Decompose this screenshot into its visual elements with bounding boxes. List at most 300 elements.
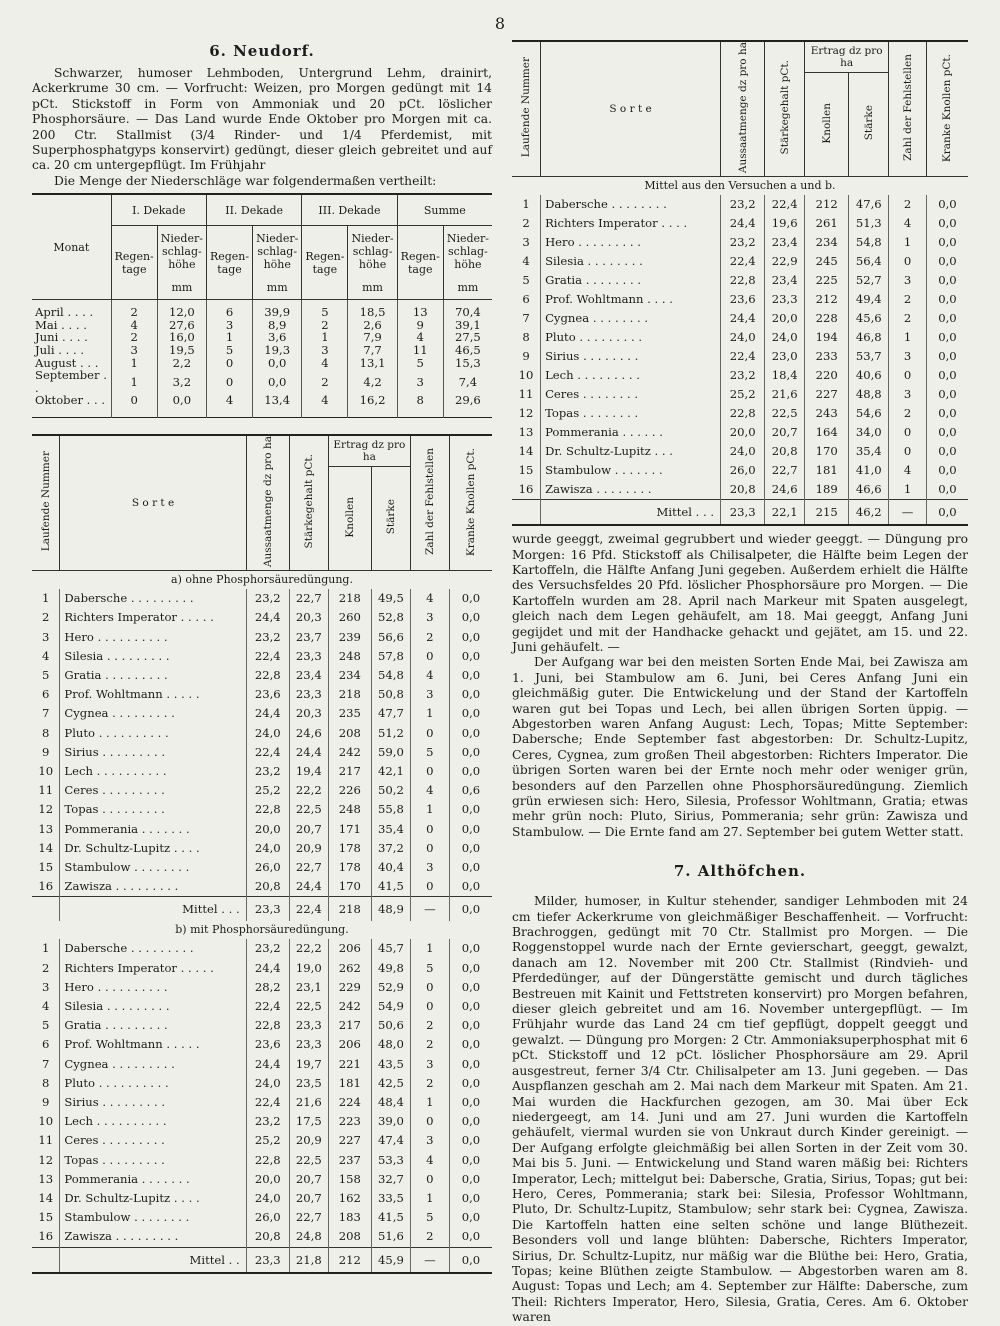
value-cell: 233 <box>805 347 849 366</box>
staerkegehalt-header: Stärkegehalt pCt. <box>765 41 805 177</box>
value-cell: 2 <box>889 290 927 309</box>
table-row <box>32 589 492 608</box>
value-cell: 48,8 <box>849 385 889 404</box>
precip-cell: 0,0 <box>253 357 302 370</box>
row-number: 15 <box>38 859 54 874</box>
precip-cell: 3 <box>397 369 443 394</box>
mean-value: 23,3 <box>721 500 765 526</box>
value-cell: 22,4 <box>721 347 765 366</box>
precip-cell: 12,0 <box>157 300 206 319</box>
value-cell: 0,0 <box>926 271 968 290</box>
value-cell: 43,5 <box>371 1055 410 1074</box>
value-cell: 20,8 <box>765 442 805 461</box>
value-cell: 22,8 <box>721 271 765 290</box>
rain-days-header: Regen-tage <box>206 226 252 300</box>
table-row <box>32 666 492 685</box>
value-cell: 22,4 <box>246 743 289 762</box>
value-cell: 2 <box>410 1016 449 1035</box>
variety-name: Zawisza . . . . . . . . <box>541 480 721 500</box>
table-row <box>512 290 968 309</box>
value-cell: 39,0 <box>371 1112 410 1131</box>
value-cell: 178 <box>328 858 371 877</box>
value-cell: 0 <box>410 762 449 781</box>
paragraph-althoefchen: Milder, humoser, in Kultur stehender, sandiger Lehmboden mit 24 cm tiefer Ackerkrume von gleichmäßiger Beschaffenheit. — Vorfrucht: Brachroggen, gedüngt mit 70 Ctr. Stallmist pro Morgen. — Die Roggenstoppel wurde nach der Ernte gevierschart, geeggt, gewalzt, danach am 12. November mit 200 Ctr. Stallmist (Rindvieh- und Pferdedünger, auf der Düngerstätte gemischt und durch tägliches Bestreuen mit Kainit und Fettstreten konservirt) pro Morgen befahren, dieser gleich gebreitet und am 16. November untergepflügt. — Im Frühjahr wurde das Land 24 cm tief gepflügt, doppelt geeggt und gewalzt. — Düngung pro Morgen: 2 Ctr. Ammoniaksuperphosphat mit 6 pCt. Stickstoff und 12 pCt. löslicher Phosphorsäure am 29. April ausgestreut, ferner 3/4 Ctr. Chilisalpeter am 13. Juni gegeben. — Das Auspflanzen geschah am 2. Mai nach dem Markeur mit Spaten. Am 21. Mai wurden die Hackfurchen gezogen, am 30. Mai über Eck niedergeegt, am 14. Juni und am 27. Juni wurden die Kartoffeln gehäufelt, viermal wurden sie von Unkraut durch Kinder gereinigt. — Der Aufgang erfolgte gleichmäßig bei allen Sorten in der Zeit vom 30. Mai bis 5. Juni. — Entwickelung und Stand waren mäßig bei: Richters Imperator, Lech; mittelgut bei: Dabersche, Gratia, Sirius, Topas; gut bei: Hero, Ceres, Pommerania; stark bei: Silesia, Professor Wohltmann, Pluto, Dr. Schultz-Lupitz, Stambulow; sehr stark bei: Cygnea, Zawisza. Die Kartoffeln hatten eine selten schöne und lange Blüthezeit. Besonders voll und lange blühten: Dabersche, Richters Imperator, Sirius, Dr. Schultz-Lupitz, nur mäßig war die Blüthe bei: Hero, Gratia, Topas; keine Blüthen zeigte Stambulow. — Abgestorben waren am 8. August: Topas und Lech; am 4. September zur Hälfte: Dabersche, zum Theil: Richters Imperator, Hero, Silesia, Gratia, Ceres. Am 6. Oktober waren <box>512 894 968 1325</box>
precip-cell: 2 <box>302 319 348 332</box>
table-row <box>32 1170 492 1189</box>
value-cell: 0,0 <box>449 959 492 978</box>
value-cell: 0,0 <box>449 1016 492 1035</box>
value-cell: 22,2 <box>289 781 328 800</box>
variety-name: Zawisza . . . . . . . . . <box>60 877 246 897</box>
value-cell: 0,0 <box>449 1093 492 1112</box>
month-cell: Oktober . . . <box>35 393 106 408</box>
value-cell: 20,0 <box>246 1170 289 1189</box>
value-cell: 20,7 <box>289 1170 328 1189</box>
value-cell: 234 <box>328 666 371 685</box>
variety-name: Dr. Schultz-Lupitz . . . <box>541 442 721 461</box>
value-cell: 227 <box>328 1131 371 1150</box>
row-number: 7 <box>522 311 530 326</box>
mean-value: — <box>410 1247 449 1273</box>
aussaat-header: Aussaatmenge dz pro ha <box>246 435 289 571</box>
value-cell: 239 <box>328 628 371 647</box>
precip-cell: 9 <box>397 319 443 332</box>
value-cell: 23,3 <box>289 685 328 704</box>
group-header: I. Dekade <box>111 194 206 226</box>
value-cell: 20,8 <box>246 877 289 897</box>
value-cell: 164 <box>805 423 849 442</box>
value-cell: 0 <box>410 647 449 666</box>
mean-value: 0,0 <box>449 897 492 922</box>
nr-header: Laufende Nummer <box>512 41 541 177</box>
value-cell: 178 <box>328 839 371 858</box>
value-cell: 33,5 <box>371 1189 410 1208</box>
value-cell: 248 <box>328 647 371 666</box>
mean-row <box>32 1247 492 1273</box>
variety-name: Dabersche . . . . . . . . . <box>60 939 246 958</box>
value-cell: 3 <box>889 385 927 404</box>
value-cell: 3 <box>889 347 927 366</box>
precip-cell: 5 <box>302 300 348 319</box>
variety-name: Pommerania . . . . . . . <box>60 820 246 839</box>
value-cell: 0,0 <box>449 877 492 897</box>
variety-name: Hero . . . . . . . . . <box>541 233 721 252</box>
value-cell: 227 <box>805 385 849 404</box>
variety-name: Cygnea . . . . . . . . . <box>60 1055 246 1074</box>
precip-cell: 2 <box>302 369 348 394</box>
left-column <box>32 38 492 1274</box>
value-cell: 24,4 <box>289 743 328 762</box>
value-cell: 22,5 <box>289 1151 328 1170</box>
value-cell: 221 <box>328 1055 371 1074</box>
table-row <box>32 1227 492 1247</box>
value-cell: 23,2 <box>246 589 289 608</box>
row-number: 11 <box>518 387 534 402</box>
value-cell: 2 <box>889 404 927 423</box>
value-cell: 22,4 <box>246 647 289 666</box>
variety-name: Silesia . . . . . . . . <box>541 252 721 271</box>
value-cell: 0 <box>410 877 449 897</box>
table-row <box>32 858 492 877</box>
precip-cell: 2,2 <box>157 357 206 370</box>
mean-value: 22,4 <box>289 897 328 922</box>
precip-cell: 27,5 <box>443 331 492 344</box>
row-number: 10 <box>38 763 54 778</box>
value-cell: 22,7 <box>289 1208 328 1227</box>
value-cell: 242 <box>328 997 371 1016</box>
value-cell: 0,0 <box>449 1151 492 1170</box>
staerke-header: Stärke <box>371 467 410 571</box>
variety-name: Hero . . . . . . . . . . <box>60 628 246 647</box>
row-number: 2 <box>522 216 530 231</box>
value-cell: 24,4 <box>721 214 765 233</box>
precip-cell: 8 <box>397 394 443 417</box>
mean-value: 22,1 <box>765 500 805 526</box>
row-number: 6 <box>42 687 50 702</box>
precip-cell: 3 <box>206 319 252 332</box>
value-cell: 248 <box>328 800 371 819</box>
variety-name: Silesia . . . . . . . . . <box>60 647 246 666</box>
value-cell: 2 <box>889 195 927 214</box>
value-cell: 24,4 <box>246 1055 289 1074</box>
value-cell: 40,4 <box>371 858 410 877</box>
value-cell: 183 <box>328 1208 371 1227</box>
value-cell: 234 <box>805 233 849 252</box>
value-cell: 20,0 <box>721 423 765 442</box>
variety-name: Ceres . . . . . . . . . <box>60 781 246 800</box>
page-number: 8 <box>494 14 506 33</box>
value-cell: 0,0 <box>926 195 968 214</box>
value-cell: 212 <box>805 290 849 309</box>
table-row <box>512 385 968 404</box>
variety-name: Hero . . . . . . . . . . <box>60 978 246 997</box>
precip-row <box>32 344 492 357</box>
value-cell: 158 <box>328 1170 371 1189</box>
value-cell: 212 <box>805 195 849 214</box>
month-cell: Juni . . . . <box>35 330 88 345</box>
value-cell: 181 <box>328 1074 371 1093</box>
value-cell: 54,8 <box>371 666 410 685</box>
value-cell: 0,0 <box>449 1208 492 1227</box>
table-row <box>32 1093 492 1112</box>
ertrag-header: Ertrag dz pro ha <box>805 41 889 73</box>
value-cell: 42,5 <box>371 1074 410 1093</box>
value-cell: 3 <box>410 1131 449 1150</box>
value-cell: 24,4 <box>721 309 765 328</box>
variety-name: Zawisza . . . . . . . . . <box>60 1227 246 1247</box>
value-cell: 57,8 <box>371 647 410 666</box>
value-cell: 22,5 <box>289 800 328 819</box>
value-cell: 218 <box>328 589 371 608</box>
month-cell: August . . . <box>35 355 99 370</box>
krank-header: Kranke Knollen pCt. <box>926 41 968 177</box>
row-number: 13 <box>38 821 54 836</box>
row-number: 4 <box>42 648 50 663</box>
value-cell: 0 <box>410 997 449 1016</box>
value-cell: 170 <box>805 442 849 461</box>
value-cell: 20,7 <box>289 1189 328 1208</box>
table-row <box>512 366 968 385</box>
row-number: 12 <box>518 406 534 421</box>
value-cell: 24,4 <box>246 959 289 978</box>
unit-label: mm <box>266 280 288 294</box>
mean-value: 23,3 <box>246 897 289 922</box>
value-cell: 23,2 <box>246 762 289 781</box>
variety-name: Dr. Schultz-Lupitz . . . . <box>60 1189 246 1208</box>
paragraph-cultivation: wurde geeggt, zweimal gegrubbert und wieder geeggt. — Düngung pro Morgen: 16 Pfd. Stickstoff als Chilisalpeter, die Hälfte beim Legen der Kartoffeln, die Hälfte Anfang Juni gegeben. Außerdem erhielt die Hälfte des Versuchsfeldes 20 Pfd. löslicher Phosphorsäure pro Morgen. — Die Kartoffeln wurden am 28. April nach Markeur mit Spaten ausgelegt, gleich nach dem Legen gehäufelt, am 18. Mai geeggt, Anfang Juni gegijdet und mit der Handhacke gehackt und gejätet, am 15. und 22. Juni gehäufelt. — <box>512 532 968 654</box>
value-cell: 0 <box>889 366 927 385</box>
variety-name: Gratia . . . . . . . . . <box>60 1016 246 1035</box>
value-cell: 22,4 <box>721 252 765 271</box>
value-cell: 1 <box>410 800 449 819</box>
variety-name: Lech . . . . . . . . . . <box>60 1112 246 1131</box>
month-header: Monat <box>32 194 111 300</box>
table-row <box>512 271 968 290</box>
value-cell: 0,0 <box>926 404 968 423</box>
precip-cell: 3,2 <box>157 369 206 394</box>
value-cell: 24,4 <box>246 704 289 723</box>
value-cell: 208 <box>328 1227 371 1247</box>
precip-cell: 19,3 <box>253 344 302 357</box>
row-number: 14 <box>38 1190 54 1205</box>
precip-cell: 3 <box>111 344 157 357</box>
table-row <box>32 1112 492 1131</box>
value-cell: 20,0 <box>246 820 289 839</box>
value-cell: 2 <box>410 628 449 647</box>
table-row <box>512 328 968 347</box>
value-cell: 1 <box>410 1189 449 1208</box>
value-cell: 162 <box>328 1189 371 1208</box>
table-row <box>32 800 492 819</box>
value-cell: 23,1 <box>289 978 328 997</box>
value-cell: 24,0 <box>721 328 765 347</box>
table-row <box>512 423 968 442</box>
precip-cell: 15,3 <box>443 357 492 370</box>
table-row <box>32 608 492 627</box>
precip-cell: 18,5 <box>348 300 397 319</box>
value-cell: 23,4 <box>289 666 328 685</box>
value-cell: 37,2 <box>371 839 410 858</box>
value-cell: 0 <box>889 442 927 461</box>
table-row <box>32 1035 492 1054</box>
precip-row <box>32 394 492 417</box>
value-cell: 170 <box>328 877 371 897</box>
value-cell: 51,2 <box>371 724 410 743</box>
table-row <box>32 877 492 897</box>
row-number: 6 <box>42 1037 50 1052</box>
row-number: 8 <box>522 330 530 345</box>
variety-name: Ceres . . . . . . . . . <box>60 1131 246 1150</box>
value-cell: 3 <box>410 685 449 704</box>
table-row <box>32 1131 492 1150</box>
table-row <box>32 647 492 666</box>
value-cell: 22,7 <box>765 461 805 480</box>
value-cell: 1 <box>410 1093 449 1112</box>
variety-name: Pommerania . . . . . . . <box>60 1170 246 1189</box>
row-number: 10 <box>518 368 534 383</box>
precip-row <box>32 369 492 394</box>
variety-name: Richters Imperator . . . . <box>541 214 721 233</box>
value-cell: 3 <box>410 858 449 877</box>
value-cell: 260 <box>328 608 371 627</box>
rain-days-header: Regen-tage <box>111 226 157 300</box>
value-cell: 23,4 <box>765 233 805 252</box>
value-cell: 0,0 <box>449 839 492 858</box>
group-header: III. Dekade <box>302 194 397 226</box>
value-cell: 22,9 <box>765 252 805 271</box>
precip-cell: 27,6 <box>157 319 206 332</box>
table-row <box>32 939 492 958</box>
variety-name: Silesia . . . . . . . . . <box>60 997 246 1016</box>
table-row <box>32 685 492 704</box>
value-cell: 226 <box>328 781 371 800</box>
precip-cell: 2,6 <box>348 319 397 332</box>
table-row <box>512 233 968 252</box>
value-cell: 22,8 <box>246 1016 289 1035</box>
value-cell: 22,8 <box>246 800 289 819</box>
value-cell: 4 <box>889 461 927 480</box>
value-cell: 24,6 <box>289 724 328 743</box>
value-cell: 20,0 <box>765 309 805 328</box>
precip-cell: 39,1 <box>443 319 492 332</box>
value-cell: 23,3 <box>289 1035 328 1054</box>
value-cell: 49,4 <box>849 290 889 309</box>
value-cell: 0 <box>410 839 449 858</box>
value-cell: 50,2 <box>371 781 410 800</box>
value-cell: 24,6 <box>765 480 805 500</box>
value-cell: 0,0 <box>449 704 492 723</box>
value-cell: 0,0 <box>926 480 968 500</box>
value-cell: 56,4 <box>849 252 889 271</box>
variety-name: Lech . . . . . . . . . . <box>60 762 246 781</box>
row-number: 3 <box>42 629 50 644</box>
precip-cell: 1 <box>111 357 157 370</box>
value-cell: 19,6 <box>765 214 805 233</box>
table-row <box>32 1151 492 1170</box>
table-row <box>512 214 968 233</box>
value-cell: 0,0 <box>449 858 492 877</box>
value-cell: 0,0 <box>926 347 968 366</box>
precip-cell: 7,7 <box>348 344 397 357</box>
value-cell: 262 <box>328 959 371 978</box>
mean-row <box>512 500 968 526</box>
precip-cell: 70,4 <box>443 300 492 319</box>
row-number: 5 <box>42 1018 50 1033</box>
value-cell: 56,6 <box>371 628 410 647</box>
table-row <box>32 978 492 997</box>
value-cell: 223 <box>328 1112 371 1131</box>
precip-cell: 13,1 <box>348 357 397 370</box>
table-row <box>512 252 968 271</box>
group-header: Summe <box>397 194 492 226</box>
value-cell: 0,0 <box>449 1189 492 1208</box>
table-row <box>32 781 492 800</box>
value-cell: 5 <box>410 1208 449 1227</box>
value-cell: 4 <box>410 666 449 685</box>
value-cell: 0,0 <box>449 762 492 781</box>
variety-table-right <box>512 40 968 526</box>
staerkegehalt-header: Stärkegehalt pCt. <box>289 435 328 571</box>
value-cell: 24,4 <box>246 608 289 627</box>
table-row <box>32 997 492 1016</box>
value-cell: 41,5 <box>371 877 410 897</box>
value-cell: 21,6 <box>289 1093 328 1112</box>
value-cell: 24,4 <box>289 877 328 897</box>
mean-value: 212 <box>328 1247 371 1273</box>
table-row <box>32 724 492 743</box>
value-cell: 206 <box>328 939 371 958</box>
mean-label: Mittel . . . <box>60 897 246 922</box>
precip-cell: 7,9 <box>348 331 397 344</box>
value-cell: 20,9 <box>289 839 328 858</box>
precip-cell: 5 <box>206 344 252 357</box>
value-cell: 25,2 <box>246 1131 289 1150</box>
variety-name: Sirius . . . . . . . . . <box>60 1093 246 1112</box>
precip-cell: 3,6 <box>253 331 302 344</box>
precip-cell: 4 <box>206 394 252 417</box>
value-cell: 0 <box>410 1170 449 1189</box>
row-number: 3 <box>42 979 50 994</box>
precip-cell: 0,0 <box>253 369 302 394</box>
row-number: 15 <box>518 463 534 478</box>
value-cell: 0,0 <box>449 608 492 627</box>
fehl-header: Zahl der Fehlstellen <box>410 435 449 571</box>
value-cell: 0 <box>410 978 449 997</box>
value-cell: 0,0 <box>926 214 968 233</box>
rain-days-header: Regen-tage <box>397 226 443 300</box>
precip-cell: 1 <box>302 331 348 344</box>
value-cell: 45,6 <box>849 309 889 328</box>
variety-name: Prof. Wohltmann . . . . . <box>60 685 246 704</box>
precip-cell: 1 <box>111 369 157 394</box>
row-number: 13 <box>38 1171 54 1186</box>
row-number: 15 <box>38 1210 54 1225</box>
value-cell: 26,0 <box>246 858 289 877</box>
value-cell: 34,0 <box>849 423 889 442</box>
value-cell: 228 <box>805 309 849 328</box>
value-cell: 4 <box>410 1151 449 1170</box>
value-cell: 0,0 <box>449 666 492 685</box>
value-cell: 5 <box>410 743 449 762</box>
row-number: 9 <box>522 349 530 364</box>
table-row <box>32 1208 492 1227</box>
variety-name: Richters Imperator . . . . . <box>60 959 246 978</box>
variety-name: Prof. Wohltmann . . . . . <box>60 1035 246 1054</box>
value-cell: 41,0 <box>849 461 889 480</box>
variety-name: Dabersche . . . . . . . . <box>541 195 721 214</box>
precip-cell: 4 <box>111 319 157 332</box>
value-cell: 20,3 <box>289 704 328 723</box>
table-row <box>512 480 968 500</box>
value-cell: 21,6 <box>765 385 805 404</box>
rain-days-header: Regen-tage <box>302 226 348 300</box>
precip-cell: 0 <box>206 369 252 394</box>
mean-spacer <box>512 500 541 526</box>
variety-name: Cygnea . . . . . . . . . <box>60 704 246 723</box>
value-cell: 0,0 <box>926 290 968 309</box>
row-number: 16 <box>38 1229 54 1244</box>
precip-height-header <box>157 226 206 300</box>
row-number: 4 <box>42 998 50 1013</box>
precip-cell: 1 <box>206 331 252 344</box>
value-cell: 20,9 <box>289 1131 328 1150</box>
value-cell: 35,4 <box>849 442 889 461</box>
value-cell: 49,5 <box>371 589 410 608</box>
value-cell: 208 <box>328 724 371 743</box>
value-cell: 24,0 <box>246 724 289 743</box>
value-cell: 24,0 <box>721 442 765 461</box>
value-cell: 0,0 <box>926 309 968 328</box>
